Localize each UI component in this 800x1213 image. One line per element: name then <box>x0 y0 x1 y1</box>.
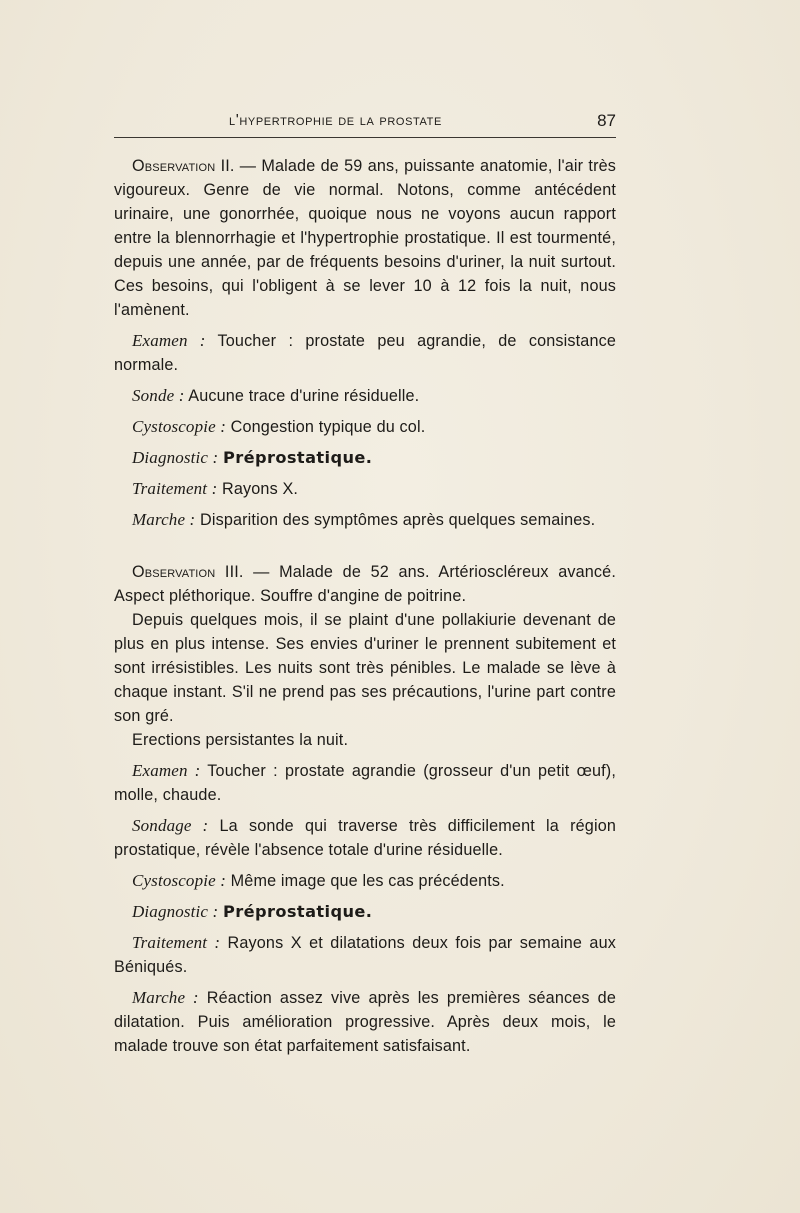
observation-3-intro: Observation III. — Malade de 52 ans. Artérioscléreux avancé. Aspect pléthorique. Souffre d'angine de poitrine. <box>114 563 616 605</box>
observation-3-diagnostic: Diagnostic : Préprostatique. <box>132 902 373 921</box>
observation-2-marche: Marche : Disparition des symptômes après quelques semaines. <box>132 510 596 529</box>
running-title: l'hypertrophie de la prostate <box>229 112 442 129</box>
observation-2-traitement: Traitement : Rayons X. <box>132 479 299 498</box>
observation-3-heading: Observation III. <box>132 563 244 581</box>
observation-2-examen: Examen : Toucher : prostate peu agrandie, de consistance normale. <box>114 331 616 374</box>
observation-3-traitement: Traitement : Rayons X et dilatations deux fois par semaine aux Béniqués. <box>114 933 616 976</box>
observation-2-sonde: Sonde : Aucune trace d'urine résiduelle. <box>132 386 420 405</box>
observation-2-cystoscopie: Cystoscopie : Congestion typique du col. <box>132 417 426 436</box>
observation-2-diagnostic: Diagnostic : Préprostatique. <box>132 448 373 467</box>
running-head <box>114 112 616 136</box>
header-rule <box>114 137 616 138</box>
observation-3-marche: Marche : Réaction assez vive après les premières séances de dilatation. Puis amélioration progressive. Après deux mois, le malade trouve son état parfaitement satisfaisant. <box>114 988 616 1055</box>
observation-3-erections: Erections persistantes la nuit. <box>132 731 349 749</box>
page-number: 87 <box>597 111 616 130</box>
observation-2-intro: Observation II. — Malade de 59 ans, puissante anatomie, l'air très vigoureux. Genre de vie normal. Notons, comme antécédent urinaire, une gonorrhée, quoique nous ne voyons aucun rapport entre la blennorrhagie et l'hypertrophie prostatique. Il est tourmenté, depuis une année, par de fréquents besoins d'uriner, la nuit surtout. Ces besoins, qui l'obligent à se lever 10 à 12 fois la nuit, nous l'amènent. <box>114 157 617 319</box>
body-text <box>114 154 616 1058</box>
observation-2-heading: Observation II. <box>132 157 235 175</box>
observation-3-paragraph: Depuis quelques mois, il se plaint d'une pollakiurie devenant de plus en plus intense. Ses envies d'uriner le prennent subitement et sont irrésistibles. Les nuits sont très pénibles. Le malade se lève à chaque instant. S'il ne prend pas ses précautions, l'urine part contre son gré. <box>114 611 616 725</box>
observation-3-cystoscopie: Cystoscopie : Même image que les cas précédents. <box>132 871 505 890</box>
observation-3-sondage: Sondage : La sonde qui traverse très difficilement la région prostatique, révèle l'absence totale d'urine résiduelle. <box>114 816 616 859</box>
observation-3-examen: Examen : Toucher : prostate agrandie (grosseur d'un petit œuf), molle, chaude. <box>114 761 616 804</box>
